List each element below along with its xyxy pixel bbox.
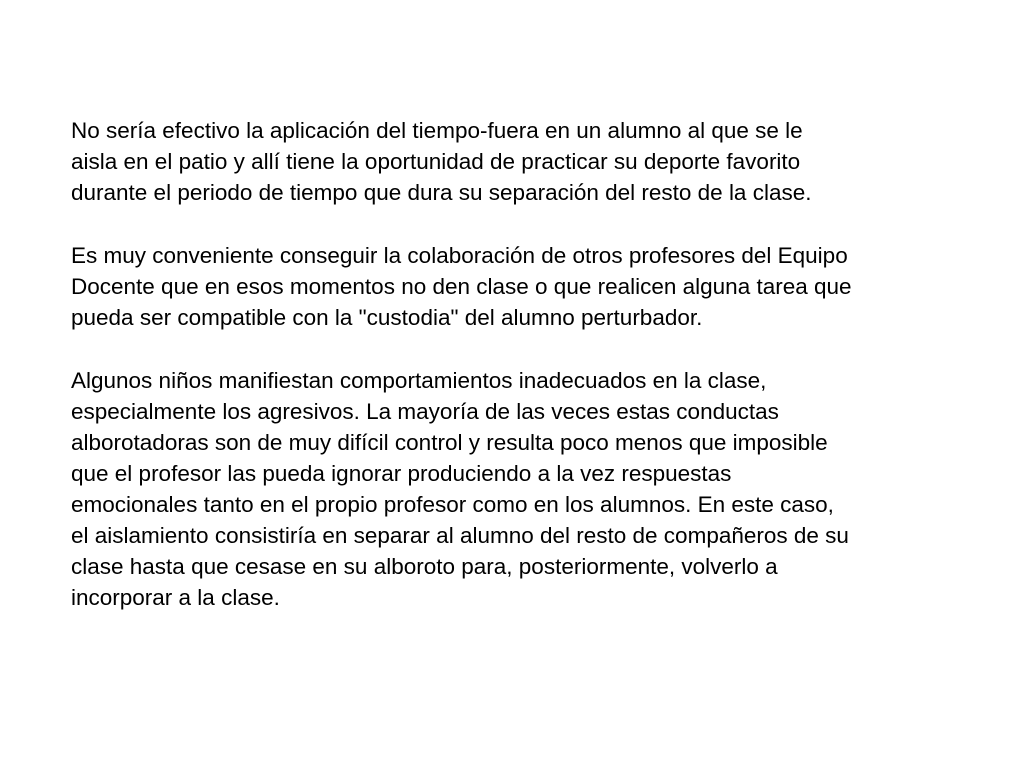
text-line: el aislamiento consistiría en separar al alumno del resto de compañeros de su [71, 523, 849, 548]
body-text [71, 115, 971, 613]
text-line: aisla en el patio y allí tiene la oportunidad de practicar su deporte favorito [71, 149, 801, 174]
paragraph-time-out [71, 115, 971, 208]
text-line: Algunos niños manifiestan comportamientos inadecuados en la clase, [71, 368, 767, 393]
text-line: alborotadoras son de muy difícil control y resulta poco menos que imposible [71, 430, 828, 455]
paragraph-isolation [71, 365, 971, 613]
text-line: durante el periodo de tiempo que dura su separación del resto de la clase. [71, 180, 812, 205]
text-line: incorporar a la clase. [71, 585, 280, 610]
text-line: Docente que en esos momentos no den clase o que realicen alguna tarea que [71, 274, 852, 299]
text-line: clase hasta que cesase en su alboroto para, posteriormente, volverlo a [71, 554, 778, 579]
text-line: especialmente los agresivos. La mayoría de las veces estas conductas [71, 399, 779, 424]
text-line: No sería efectivo la aplicación del tiempo-fuera en un alumno al que se le [71, 118, 803, 143]
paragraph-gap [71, 333, 971, 365]
paragraph-gap [71, 208, 971, 240]
text-line: Es muy conveniente conseguir la colaboración de otros profesores del Equipo [71, 243, 848, 268]
text-line: pueda ser compatible con la "custodia" del alumno perturbador. [71, 305, 703, 330]
paragraph-collaboration [71, 240, 971, 333]
text-line: emocionales tanto en el propio profesor como en los alumnos. En este caso, [71, 492, 834, 517]
text-line: que el profesor las pueda ignorar produciendo a la vez respuestas [71, 461, 732, 486]
